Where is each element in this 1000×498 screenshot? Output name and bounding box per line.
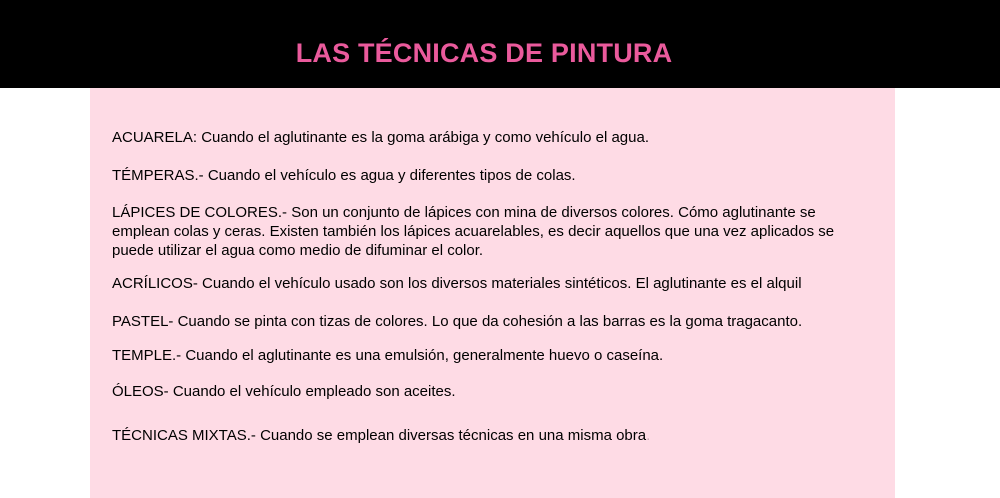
entry-oleos: ÓLEOS- Cuando el vehículo empleado son aceites. bbox=[112, 383, 456, 400]
entry-acrilicos: ACRÍLICOS- Cuando el vehículo usado son los diversos materiales sintéticos. El aglutinante es el alquil bbox=[112, 275, 802, 292]
entry-tecnicas-mixtas-text: TÉCNICAS MIXTAS.- Cuando se emplean diversas técnicas en una misma obra bbox=[112, 427, 647, 444]
entry-tecnicas-mixtas bbox=[112, 426, 872, 445]
entry-temple: TEMPLE.- Cuando el aglutinante es una emulsión, generalmente huevo o caseína. bbox=[112, 347, 664, 364]
entry-lapices-de-colores: LÁPICES DE COLORES.- Son un conjunto de lápices con mina de diversos colores. Cómo aglutinante se emplean colas y ceras. Existen también los lápices acuarelables, es decir aquellos que una vez aplicados se puede utilizar el agua como medio de difuminar el color. bbox=[112, 204, 835, 259]
title-banner bbox=[0, 0, 1000, 88]
entry-pastel: PASTEL- Cuando se pinta con tizas de colores. Lo que da cohesión a las barras es la goma tragacanto. bbox=[112, 313, 803, 330]
entry-acuarela: ACUARELA: Cuando el aglutinante es la goma arábiga y como vehículo el agua. bbox=[112, 129, 649, 146]
page-title: LAS TÉCNICAS DE PINTURA bbox=[295, 38, 673, 68]
entry-temperas: TÉMPERAS.- Cuando el vehículo es agua y diferentes tipos de colas. bbox=[112, 167, 576, 184]
trailing-period: . bbox=[646, 427, 651, 444]
